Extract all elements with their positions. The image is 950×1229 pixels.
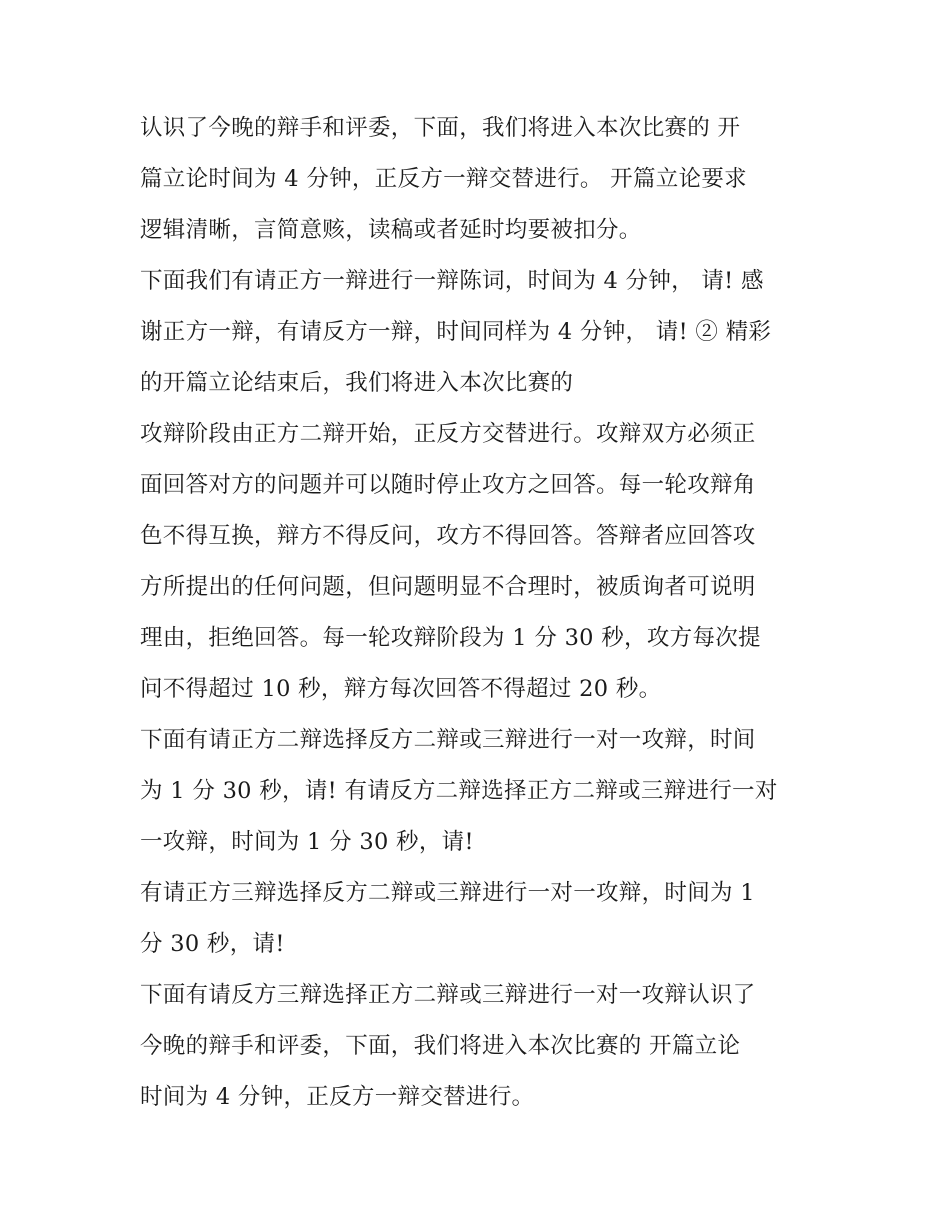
- text-line: 有请正方三辩选择反方二辩或三辩进行一对一攻辩，时间为 1: [140, 880, 755, 906]
- text-line: 攻辩阶段由正方二辩开始，正反方交替进行。攻辩双方必须正: [140, 421, 756, 447]
- text-line: 逻辑清晰，言简意赅，读稿或者延时均要被扣分。: [140, 217, 642, 243]
- text-line: 今晚的辩手和评委，下面，我们将进入本次比赛的 开篇立论: [140, 1033, 741, 1059]
- text-line: 的开篇立论结束后，我们将进入本次比赛的: [140, 370, 574, 396]
- text-line: 分 30 秒，请!: [140, 931, 285, 957]
- text-line: 问不得超过 10 秒，辩方每次回答不得超过 20 秒。: [140, 676, 662, 702]
- text-line: 下面我们有请正方一辩进行一辩陈词，时间为 4 分钟， 请! 感: [140, 268, 764, 294]
- document-body: [140, 103, 815, 1123]
- text-line: 下面有请正方二辩选择反方二辩或三辩进行一对一攻辩，时间: [140, 727, 756, 753]
- text-line: 理由，拒绝回答。每一轮攻辩阶段为 1 分 30 秒，攻方每次提: [140, 625, 761, 651]
- text-line: 方所提出的任何问题，但问题明显不合理时，被质询者可说明: [140, 574, 756, 600]
- text-line: 为 1 分 30 秒，请! 有请反方二辩选择正方二辩或三辩进行一对: [140, 778, 778, 804]
- text-line: 色不得互换，辩方不得反问，攻方不得回答。答辩者应回答攻: [140, 523, 756, 549]
- text-line: 一攻辩，时间为 1 分 30 秒，请!: [140, 829, 474, 855]
- text-line: 时间为 4 分钟，正反方一辩交替进行。: [140, 1084, 535, 1110]
- text-line: 下面有请反方三辩选择正方二辩或三辩进行一对一攻辩认识了: [140, 982, 756, 1008]
- text-line: 认识了今晚的辩手和评委，下面，我们将进入本次比赛的 开: [140, 115, 741, 141]
- text-line: 面回答对方的问题并可以随时停止攻方之回答。每一轮攻辩角: [140, 472, 756, 498]
- text-line: 篇立论时间为 4 分钟，正反方一辩交替进行。 开篇立论要求: [140, 166, 747, 192]
- text-line: 谢正方一辩，有请反方一辩，时间同样为 4 分钟， 请! ② 精彩: [140, 319, 772, 345]
